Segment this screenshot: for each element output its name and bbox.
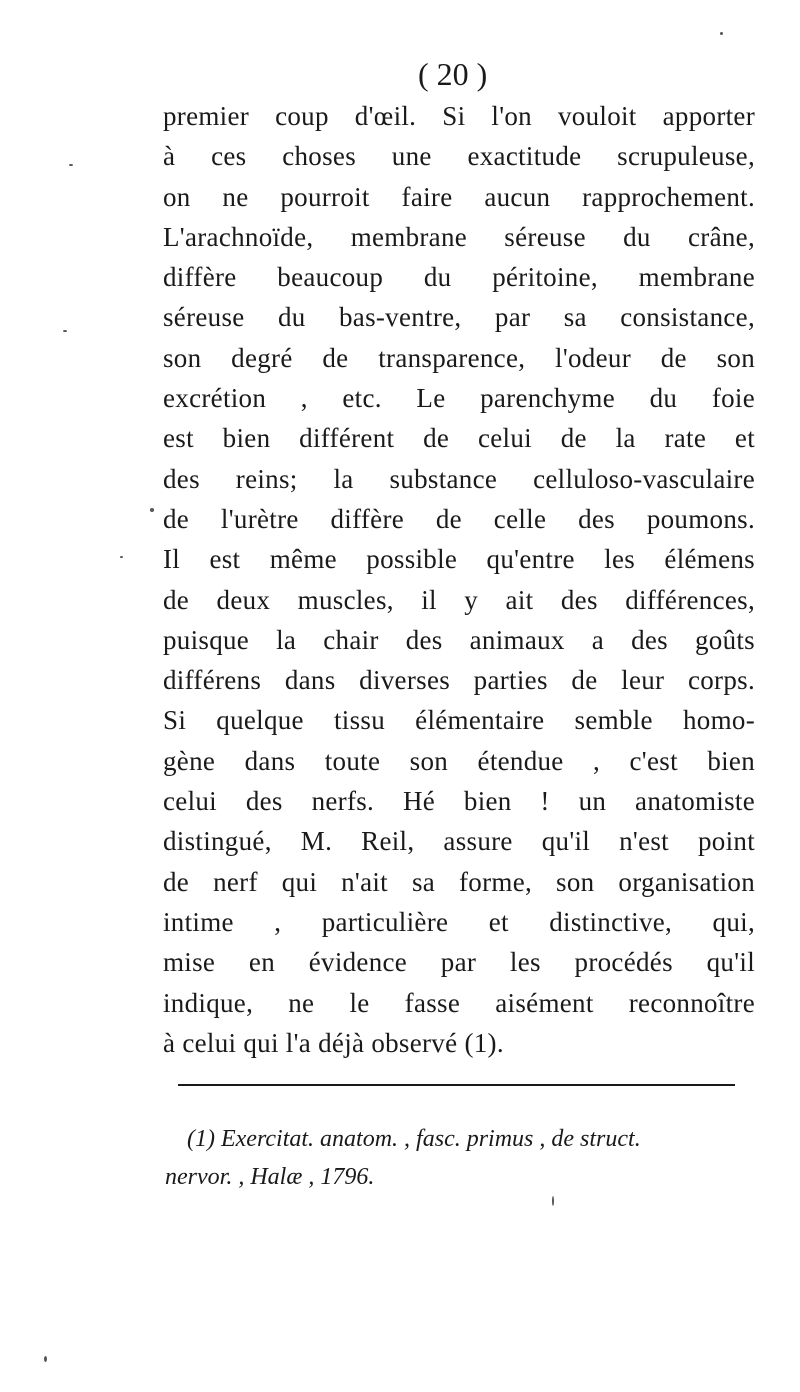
text-line: Il est même possible qu'entre les élémens bbox=[163, 544, 755, 575]
text-line: de nerf qui n'ait sa forme, son organisation bbox=[163, 866, 755, 897]
text-line: celui des nerfs. Hé bien ! un anatomiste bbox=[163, 786, 755, 817]
text-line: à celui qui l'a déjà observé (1). bbox=[163, 1027, 504, 1058]
text-line: excrétion , etc. Le parenchyme du foie bbox=[163, 383, 755, 414]
footnote-rule bbox=[178, 1084, 735, 1086]
text-line: Si quelque tissu élémentaire semble homo- bbox=[163, 705, 755, 736]
text-line: mise en évidence par les procédés qu'il bbox=[163, 947, 755, 978]
footnote-line: (1) Exercitat. anatom. , fasc. primus , de struct. bbox=[187, 1126, 641, 1152]
text-line: de deux muscles, il y ait des différences, bbox=[163, 584, 755, 615]
text-line: indique, ne le fasse aisément reconnoître bbox=[163, 987, 755, 1018]
footnote-line: nervor. , Halæ , 1796. bbox=[165, 1164, 375, 1190]
paper-speck bbox=[63, 330, 67, 332]
text-line: diffère beaucoup du péritoine, membrane bbox=[163, 262, 755, 293]
text-line: premier coup d'œil. Si l'on vouloit apporter bbox=[163, 101, 755, 131]
text-line: séreuse du bas-ventre, par sa consistance, bbox=[163, 302, 755, 333]
text-line: on ne pourroit faire aucun rapprochement. bbox=[163, 181, 755, 212]
footnote bbox=[165, 1120, 755, 1196]
paper-speck bbox=[69, 164, 73, 166]
body-text bbox=[163, 96, 755, 1063]
text-line: est bien différent de celui de la rate et bbox=[163, 423, 755, 454]
paper-speck bbox=[120, 556, 123, 558]
text-line: gène dans toute son étendue , c'est bien bbox=[163, 745, 755, 776]
text-line: des reins; la substance celluloso-vasculaire bbox=[163, 463, 755, 494]
text-line: distingué, M. Reil, assure qu'il n'est point bbox=[163, 826, 755, 857]
text-line: à ces choses une exactitude scrupuleuse, bbox=[163, 141, 755, 172]
text-line: de l'urètre diffère de celle des poumons. bbox=[163, 503, 755, 534]
paper-speck bbox=[720, 32, 723, 35]
page-number: ( 20 ) bbox=[418, 56, 488, 92]
paper-speck bbox=[44, 1356, 47, 1362]
paper-speck bbox=[552, 1196, 554, 1206]
text-line: différens dans diverses parties de leur corps. bbox=[163, 665, 755, 696]
paper-speck bbox=[150, 508, 154, 512]
text-line: L'arachnoïde, membrane séreuse du crâne, bbox=[163, 221, 755, 252]
text-line: intime , particulière et distinctive, qui, bbox=[163, 906, 755, 937]
text-line: puisque la chair des animaux a des goûts bbox=[163, 624, 755, 655]
text-line: son degré de transparence, l'odeur de son bbox=[163, 342, 755, 373]
